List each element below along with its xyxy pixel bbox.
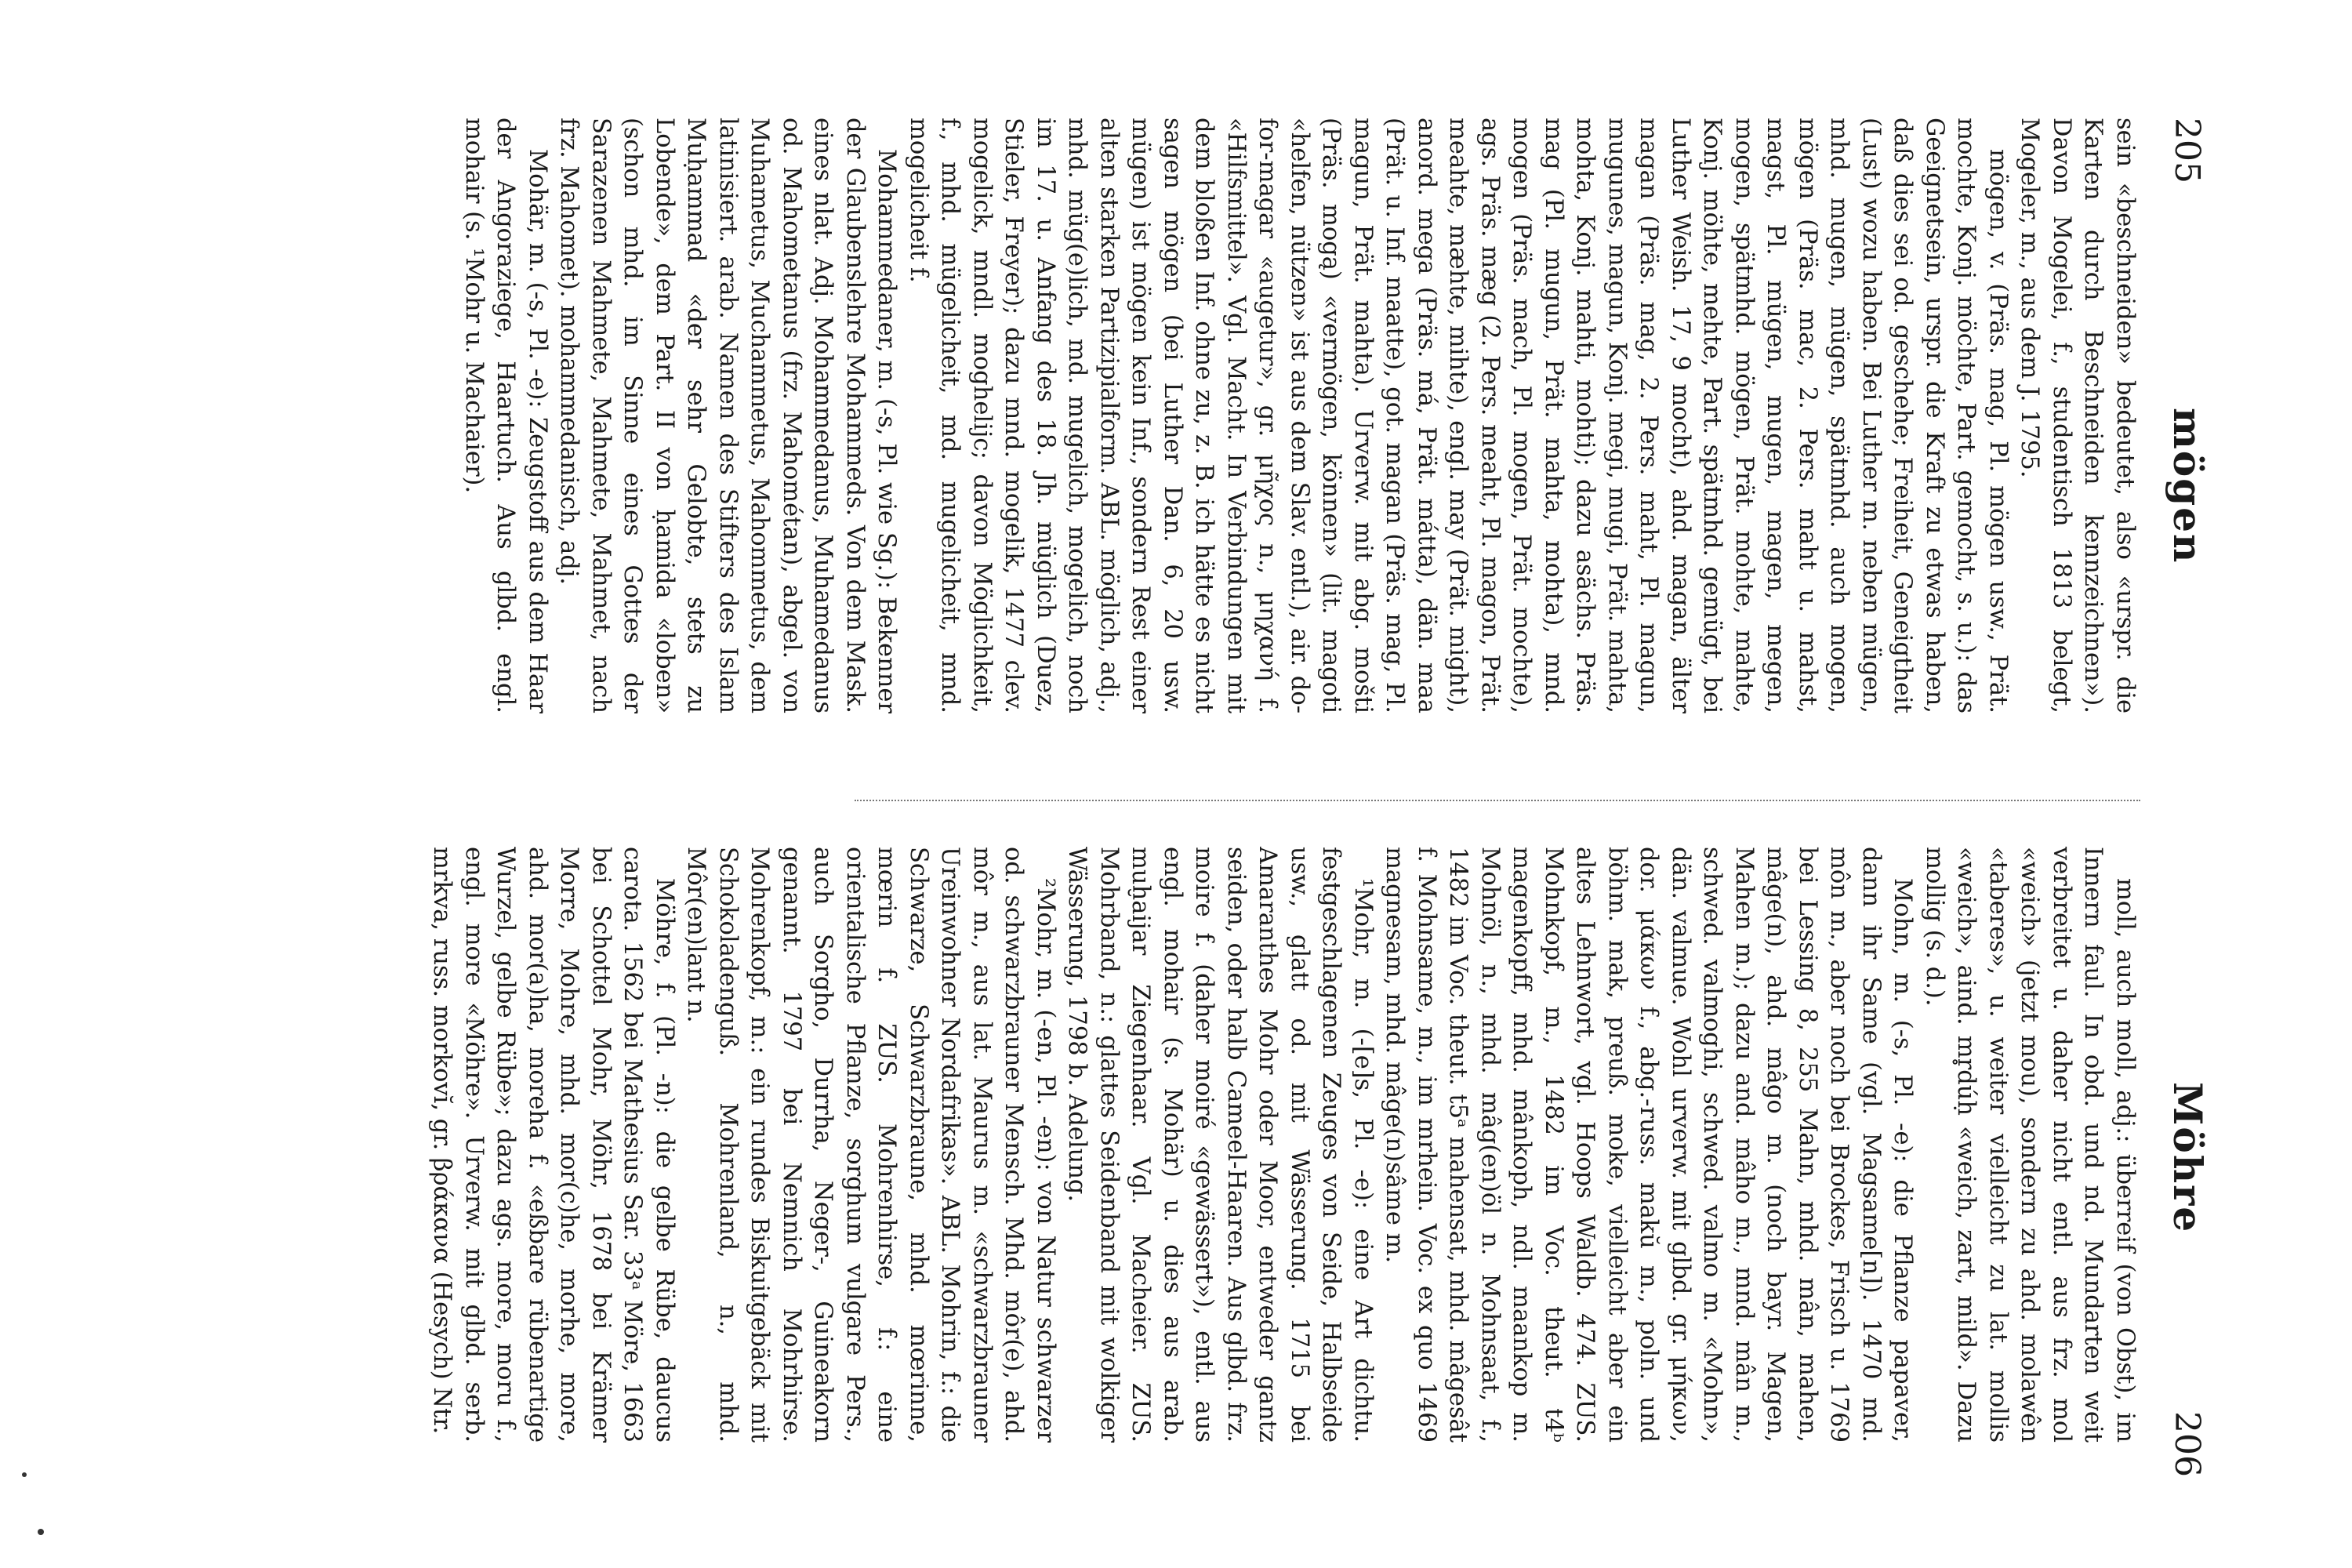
scan-speck [22,1472,27,1477]
entry-paragraph: Mohär, m. (-s, Pl. -e): Zeugstoff aus dem Haar der Angoraziege, Haartuch. Aus glbd. engl. mohair (s. ¹Mohr u. Machaier). [460,118,551,713]
entry-paragraph: moll, auch moll, adj.: überreif (von Obst), im Innern faul. In obd. und nd. Mundarten weit verbreitet u. daher nicht entl. aus frz. mol «weich» (jetzt mou), sondern zu ahd. molawên «taberes», u. weiter vielleicht zu lat. mollis «weich», aind. mr̥dúḥ «weich, zart, mild». Dazu mollig (s. d.). [1921,847,2139,1443]
entry-paragraph: Mohn, m. (-s, Pl. -e): die Pflanze papaver, dann ihr Same (vgl. Magsame[n]). 1470 md. môn m., aber noch bei Brockes, Frisch u. 1769 bei Lessing 8, 255 Mahn, mhd. mân, mahen, mâge(n), ahd. mâgo m. (noch bayr. Magen, Mahen m.); dazu and. mâho m., mnd. mân m., schwed. valmoghi, schwed. valmo m. «Mohn», dän. valmue. Wohl urverw. mit glbd. gr. μήκων, dor. μάκων f., abg.-russ. makŭ m., poln. und böhm. mak, preuß. moke, vielleicht aber ein altes Lehnwort, vgl. Hoops Waldb. 474. ZUS. Mohnkopf, m., 1482 im Voc. theut. t4ᵇ magenkopff, mhd. mânkoph, ndl. maankop m. Mohnöl, n., mhd. mâg(en)öl n. Mohnsaat, f., 1482 im Voc. theut. t5ᵃ mahensat, mhd. mâgesât f. Mohnsame, m., im mrhein. Voc. ex quo 1469 magnesam, mhd. mâge(n)sâme m. [1381,847,1917,1443]
right-guide-word: Möhre [2165,1082,2211,1234]
column-divider [855,800,2140,801]
entry-paragraph: ²Mohr, m. (-en, Pl. -en): von Natur schwarzer od. schwarzbrauner Mensch. Mhd. môr(e), ahd. môr m., aus lat. Maurus m. «schwarzbrauner Ureinwohner Nordafrikas». ABL. Mohrin, f.: die Schwarze, Schwarzbraune, mhd. mœrinne, mœrin f. ZUS. Mohrenhirse, f.: eine orientalische Pflanze, sorghum vulgare Pers., auch Sorgho, Durrha, Neger-, Guineakorn genannt. 1797 bei Nemnich Mohrhirse. Mohrenkopf, m.: ein rundes Biskuitgebäck mit Schokoladenguß. Mohrenland, n., mhd. Môr(en)lant n. [682,847,1059,1443]
left-guide-word: mögen [2165,408,2211,564]
right-column [428,847,2140,1443]
entry-paragraph: Möhre, f. (Pl. -n): die gelbe Rübe, daucus carota. 1562 bei Mathesius Sar. 33ᵃ Möre, 1663 bei Schottel Mohr, Möhr, 1678 bei Krämer Morre, Mohre, mhd. mor(c)he, morhe, more, ahd. mor(a)ha, moreha f. «eßbare rübenartige Wurzel, gelbe Rübe»; dazu ags. more, moru f., engl. more «Möhre». Urverw. mit glbd. serb. mrkva, russ. morkovĭ, gr. βράκανα (Hesych) Ntr. [428,847,678,1443]
left-column [460,118,2140,713]
right-page-number: 206 [2167,1411,2207,1477]
entry-paragraph: mögen, v. (Präs. mag, Pl. mögen usw., Prät. mochte, Konj. möchte, Part. gemocht, s. u.): das Geeignetsein, urspr. die Kraft zu etwas haben, daß dies sei od. geschehe; Freiheit, Geneigtheit (Lust) wozu haben. Bei Luther m. neben mügen, mhd. mugen, mügen, spätmhd. auch mogen, mögen (Präs. mac, 2. Pers. maht u. mahst, magst, Pl. mügen, mugen, magen, megen, mogen, spätmhd. mögen, Prät. mohte, mahte, Konj. möhte, mehte, Part. spätmhd. gemügt, bei Luther Weish. 17, 9 mocht), ahd. magan, älter magan (Präs. mag, 2. Pers. maht, Pl. magun, mugunes, magun, Konj. megi, mugi, Prät. mahta, mohta, Konj. mahti, mohti); dazu asächs. Präs. mag (Pl. mugun, Prät. mahta, mohta), mnd. mogen (Präs. mach, Pl. mogen, Prät. mochte), ags. Präs. mæg (2. Pers. meaht, Pl. magon, Prät. meahte, mæhte, mihte), engl. may (Prät. might), anord. mega (Präs. má, Prät. mátta), dän. maa (Prät. u. Inf. maatte), got. magan (Präs. mag, Pl. magun, Prät. mahta). Urverw. mit abg. mošti (Präs. mogą) «vermögen, können» (lit. magoti «helfen, nützen» ist aus dem Slav. entl.), air. do-for-magar «augetur», gr. μῆχος n., μηχανή f. «Hilfsmittel». Vgl. Macht. In Verbindungen mit dem bloßen Inf. ohne zu, z. B. ich hätte es nicht sagen mögen (bei Luther Dan. 6, 20 usw. mügen) ist mögen kein Inf., sondern Rest einer alten starken Partizipialform. ABL. möglich, adj., mhd. müg(e)lich, md. mugelich, mogelich, noch im 17. u. Anfang des 18. Jh. müglich (Duez, Stieler, Freyer); dazu mnd. mogelik, 1477 clev. mogelick, mndl. moghelijc; davon Möglichkeit, f., mhd. mügelicheit, md. mugelicheit, mnd. mogelicheit f. [905,118,2012,713]
entry-paragraph: sein «beschneiden» bedeutet, also «urspr. die Karten durch Beschneiden kennzeichnen»). Davon Mogelei, f., studentisch 1813 belegt, Mogeler, m., aus dem J. 1795. [2016,118,2139,713]
left-page-number: 205 [2167,118,2207,183]
scan-speck [38,1529,44,1535]
entry-paragraph: ¹Mohr, m. (-[e]s, Pl. -e): eine Art dichtu. festgeschlagenen Zeuges von Seide, Halbseide usw., glatt od. mit Wässerung. 1715 bei Amaranthes Mohr oder Moor, entweder gantz seiden, oder halb Cameel-Haaren. Aus glbd. frz. moire f. (daher moiré «gewässert»), entl. aus engl. mohair (s. Mohär) u. dies aus arab. muḫaijar Ziegenhaar. Vgl. Macheier. ZUS. Mohrband, n.: glattes Seidenband mit wolkiger Wässerung, 1798 b. Adelung. [1063,847,1377,1443]
entry-paragraph: Mohammedaner, m. (-s, Pl. wie Sg.): Bekenner der Glaubenslehre Mohammeds. Von dem Mask. eines nlat. Adj. Mohammedanus, Muhamedanus od. Mahometanus (frz. Mahométan), abgel. von Muhametus, Muchammetus, Mahommetus, dem latinisiert. arab. Namen des Stifters des Islam Muḥammad «der sehr Gelobte, stets zu Lobende», dem Part. II von ḥamida «loben» (schon mhd. im Sinne eines Gottes der Sarazenen Mahmete, Mahmete, Mahmet, nach frz. Mahomet). mohammedanisch, adj. [555,118,901,713]
